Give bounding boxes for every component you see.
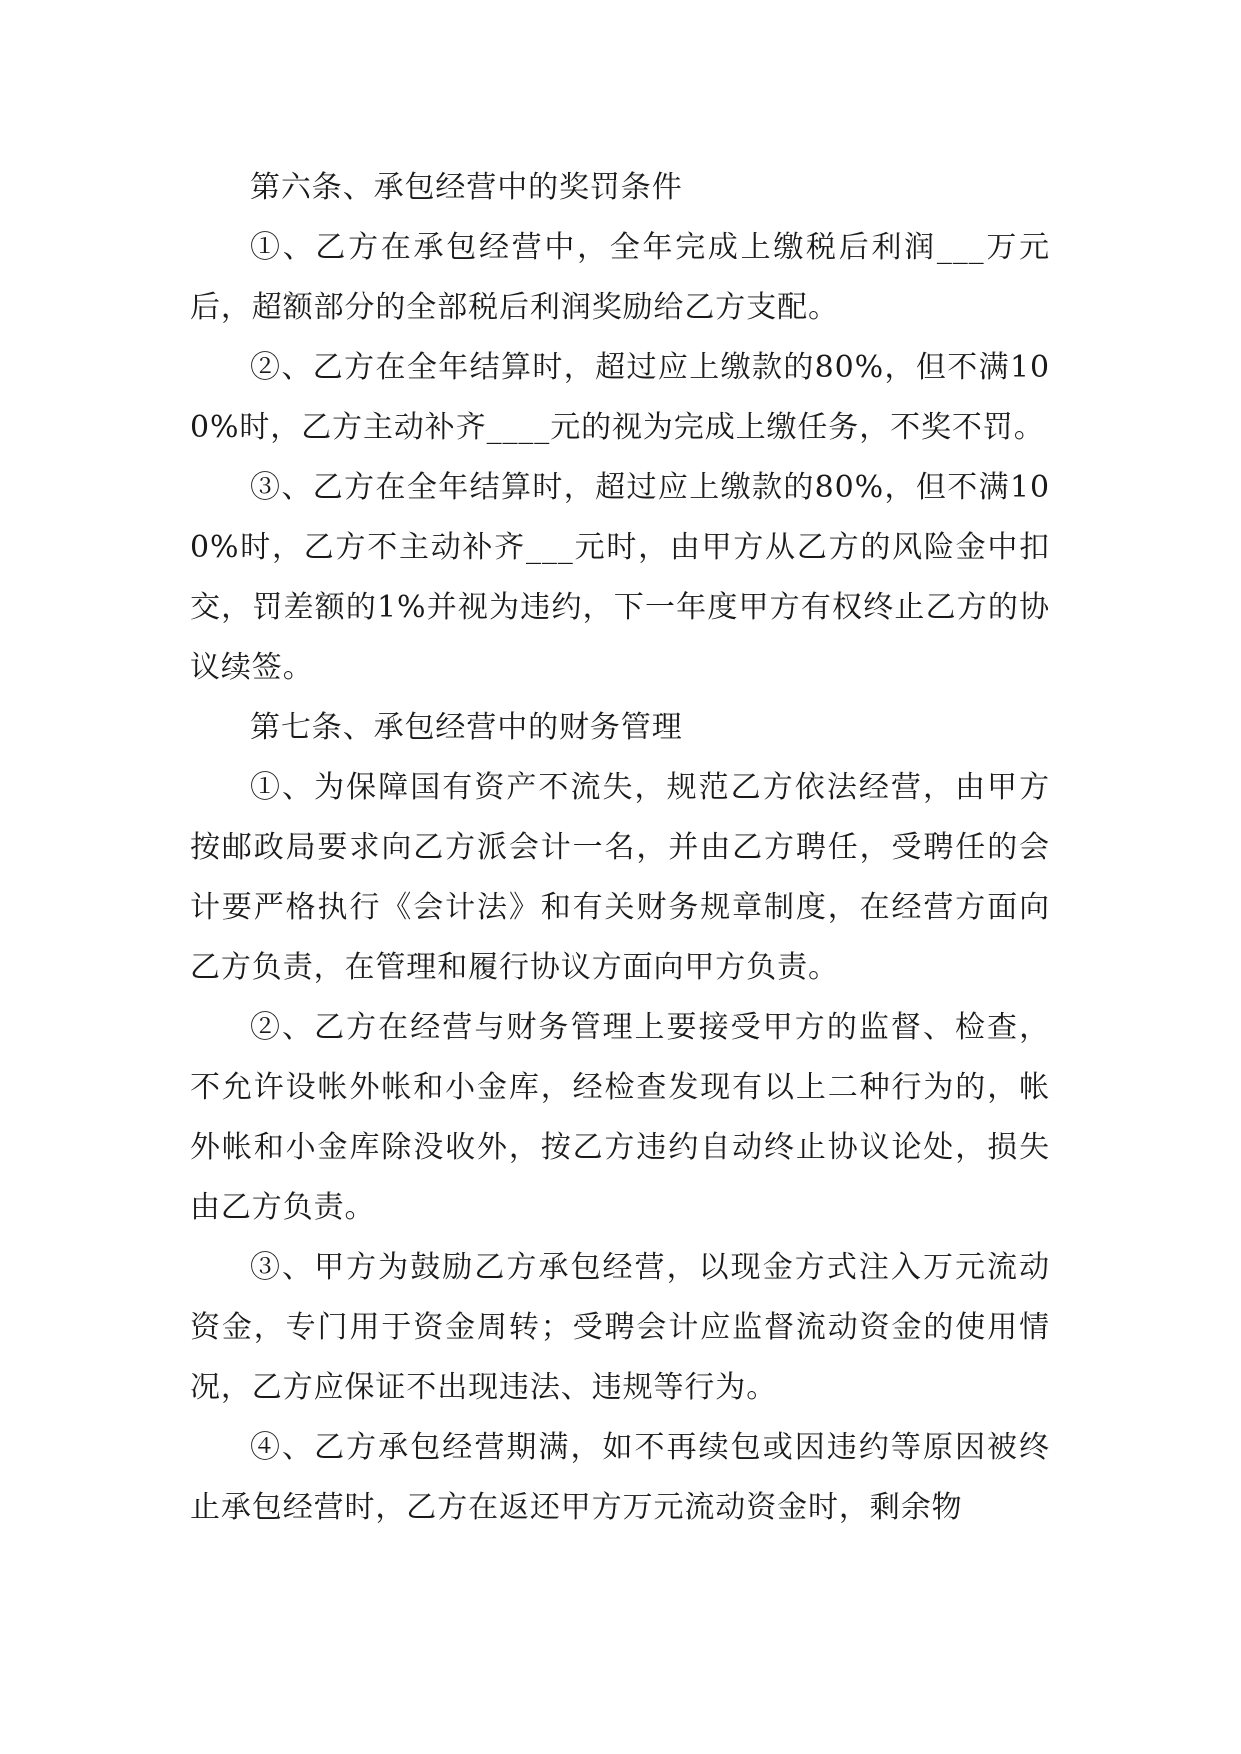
article-7-clause-3: ③、甲方为鼓励乙方承包经营，以现金方式注入万元流动资金，专门用于资金周转；受聘会计应监督流动资金的使用情况，乙方应保证不出现违法、违规等行为。 bbox=[190, 1250, 1050, 1405]
article-7-clause-4: ④、乙方承包经营期满，如不再续包或因违约等原因被终止承包经营时，乙方在返还甲方万元流动资金时，剩余物 bbox=[190, 1430, 1050, 1525]
article-6-heading: 第六条、承包经营中的奖罚条件 bbox=[250, 170, 683, 205]
article-7-clause-2: ②、乙方在经营与财务管理上要接受甲方的监督、检查，不允许设帐外帐和小金库，经检查发现有以上二种行为的，帐外帐和小金库除没收外，按乙方违约自动终止协议论处，损失由乙方负责。 bbox=[190, 1010, 1050, 1225]
article-7-clause-1: ①、为保障国有资产不流失，规范乙方依法经营，由甲方按邮政局要求向乙方派会计一名，并由乙方聘任，受聘任的会计要严格执行《会计法》和有关财务规章制度，在经营方面向乙方负责，在管理和履行协议方面向甲方负责。 bbox=[190, 770, 1050, 985]
document-body bbox=[190, 158, 1050, 1538]
article-6-clause-3: ③、乙方在全年结算时，超过应上缴款的80%，但不满100%时，乙方不主动补齐___元时，由甲方从乙方的风险金中扣交，罚差额的1%并视为违约，下一年度甲方有权终止乙方的协议续签。 bbox=[190, 470, 1050, 685]
article-6-clause-1: ①、乙方在承包经营中，全年完成上缴税后利润___万元后，超额部分的全部税后利润奖励给乙方支配。 bbox=[190, 230, 1050, 325]
article-6-clause-2: ②、乙方在全年结算时，超过应上缴款的80%，但不满100%时，乙方主动补齐____元的视为完成上缴任务，不奖不罚。 bbox=[190, 350, 1050, 445]
article-7-heading: 第七条、承包经营中的财务管理 bbox=[250, 710, 683, 745]
